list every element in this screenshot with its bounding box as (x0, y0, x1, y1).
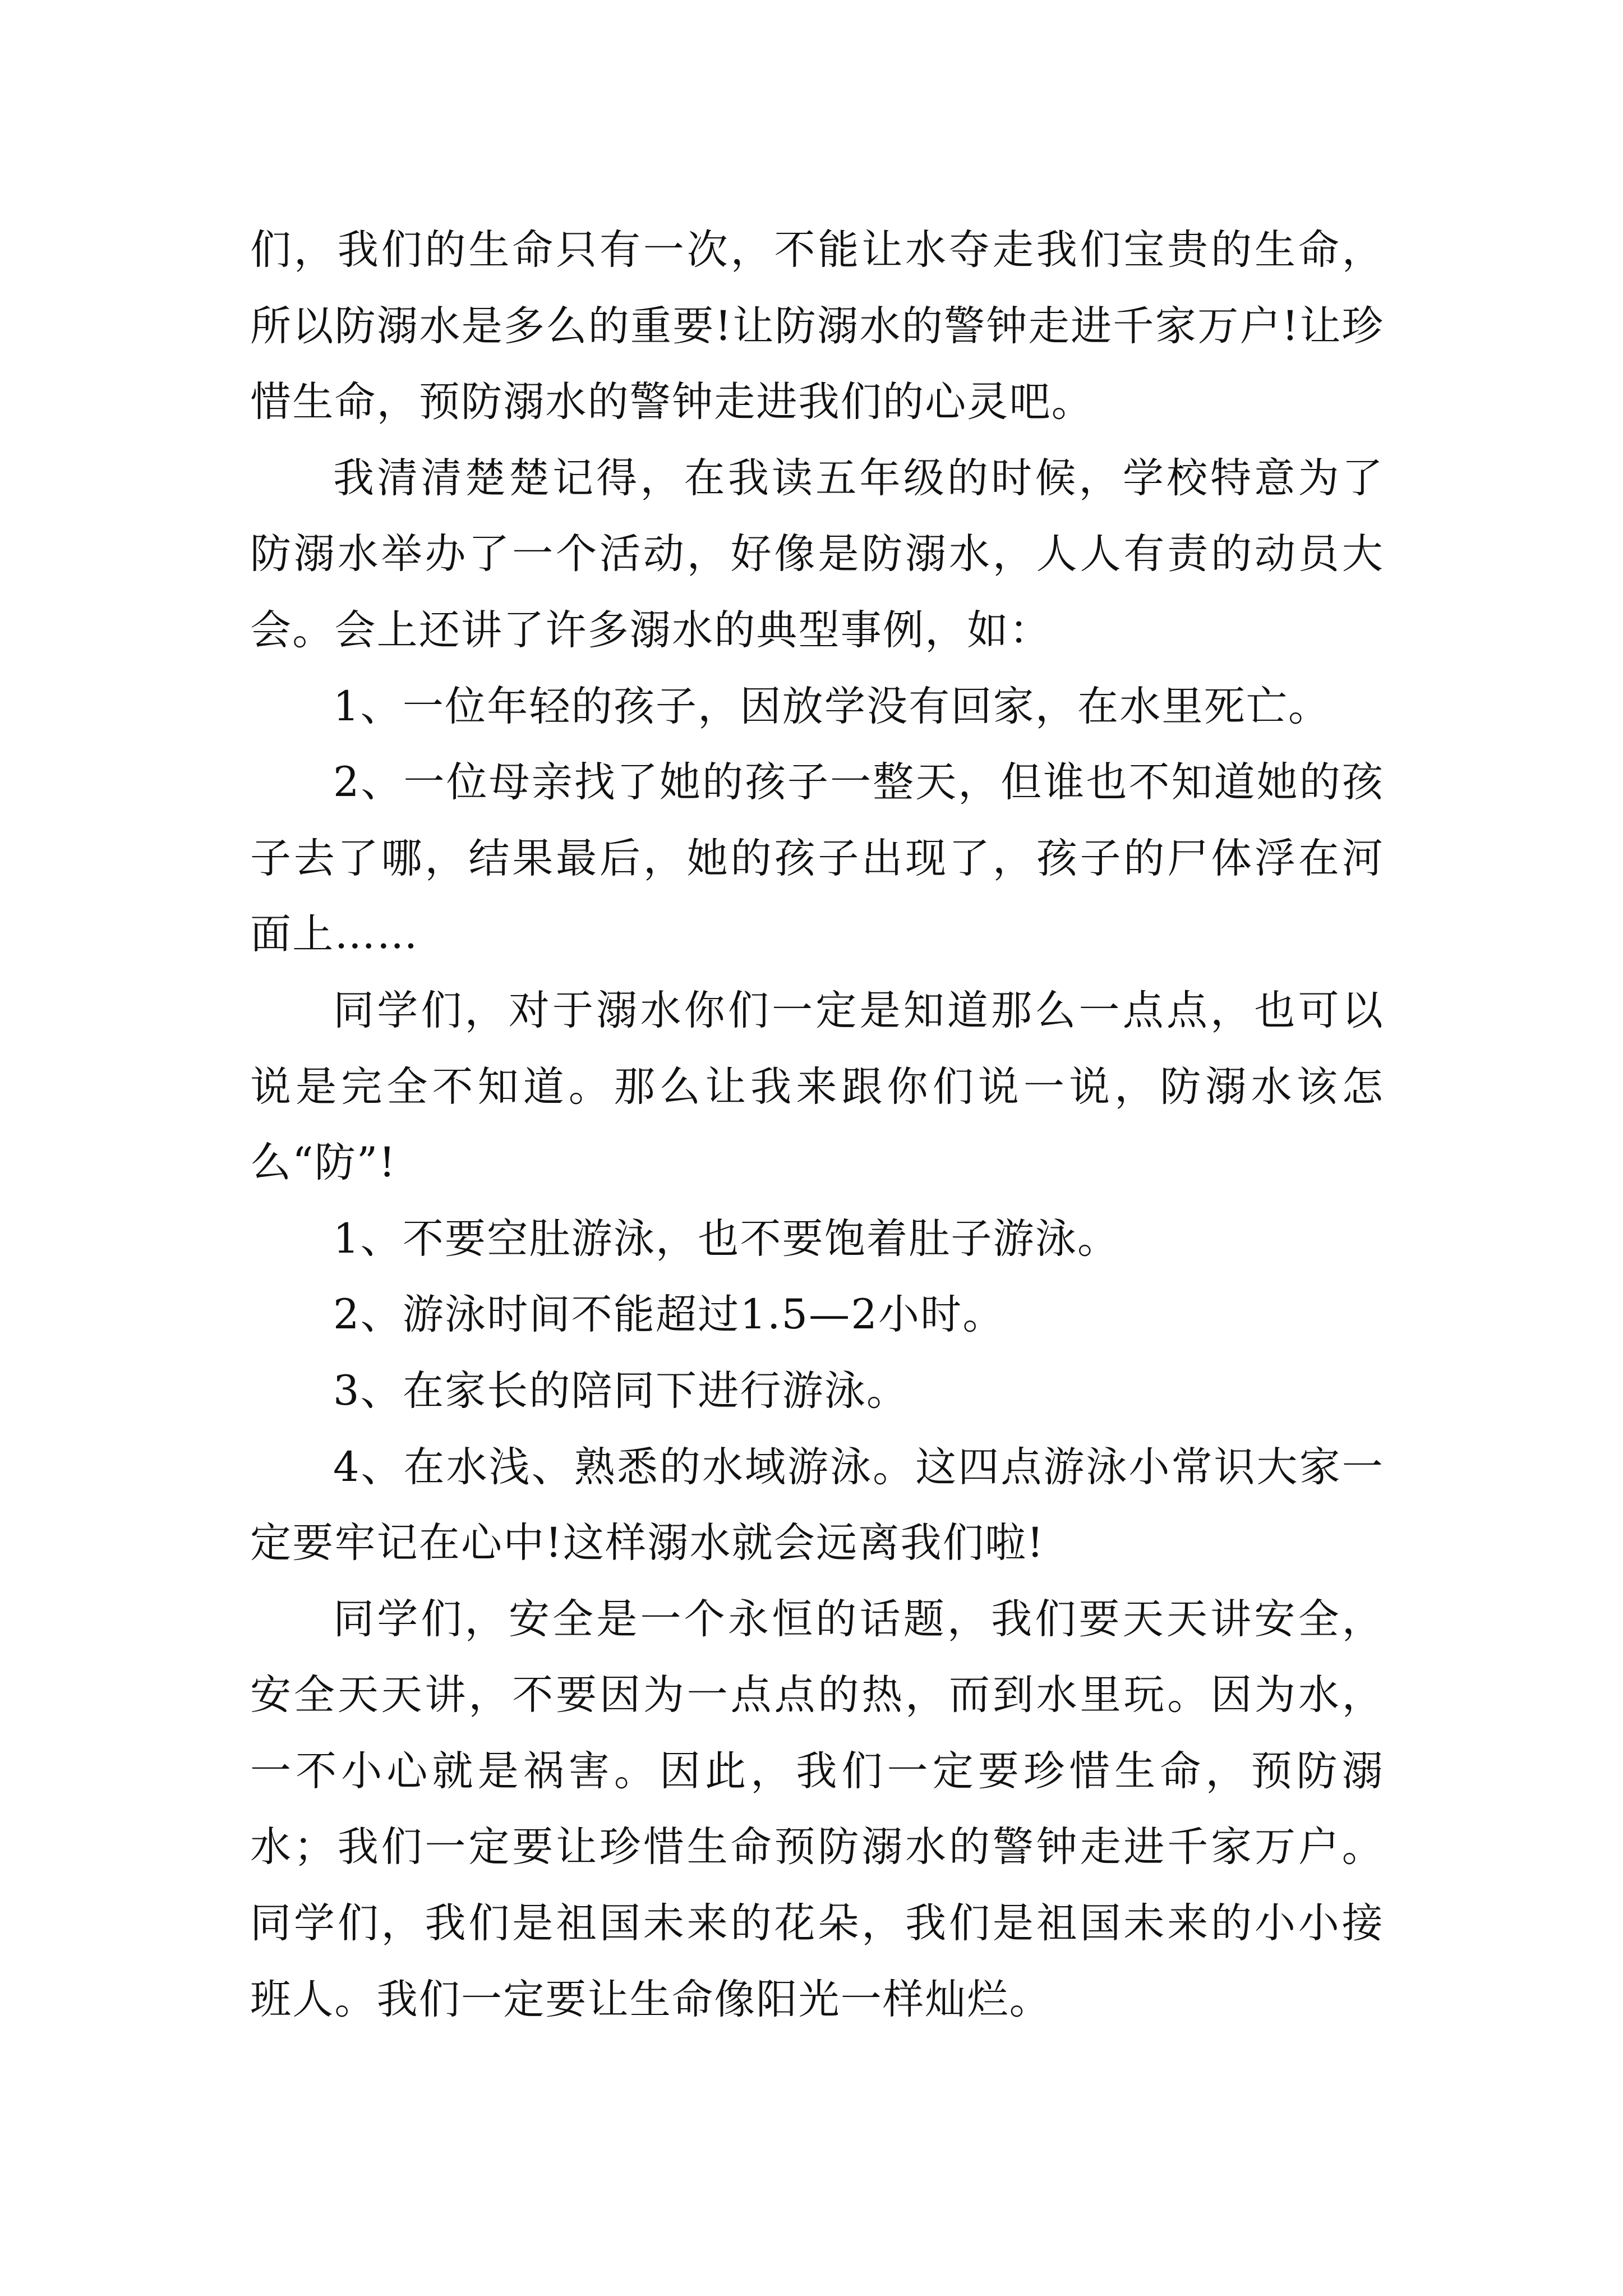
example-item-1: 1、一位年轻的孩子，因放学没有回家，在水里死亡。 (333, 682, 1331, 730)
tip-item-4: 4、在水浅、熟悉的水域游泳。这四点游泳小常识大家一定要牢记在心中!这样溺水就会远离我们啦! (250, 1443, 1384, 1567)
paragraph-conclusion: 同学们，安全是一个永恒的话题，我们要天天讲安全，安全天天讲，不要因为一点点的热，而到水里玩。因为水，一不小心就是祸害。因此，我们一定要珍惜生命，预防溺水；我们一定要让珍惜生命预防溺水的警钟走进千家万户。同学们，我们是祖国未来的花朵，我们是祖国未来的小小接班人。我们一定要让生命像阳光一样灿烂。 (250, 1595, 1384, 2023)
document-body (250, 212, 1384, 2037)
paragraph-how-to-prevent: 同学们，对于溺水你们一定是知道那么一点点，也可以说是完全不知道。那么让我来跟你们说一说，防溺水该怎么“防”! (250, 986, 1384, 1187)
paragraph-continuation: 们，我们的生命只有一次，不能让水夺走我们宝贵的生命，所以防溺水是多么的重要!让防溺水的警钟走进千家万户!让珍惜生命，预防溺水的警钟走进我们的心灵吧。 (250, 226, 1384, 426)
tip-item-1: 1、不要空肚游泳，也不要饱着肚子游泳。 (333, 1214, 1120, 1263)
example-item-2: 2、一位母亲找了她的孩子一整天，但谁也不知道她的孩子去了哪，结果最后，她的孩子出现了，孩子的尸体浮在河面上…… (250, 758, 1384, 959)
tip-item-3: 3、在家长的陪同下进行游泳。 (333, 1366, 909, 1415)
paragraph-school-activity: 我清清楚楚记得，在我读五年级的时候，学校特意为了防溺水举办了一个活动，好像是防溺水，人人有责的动员大会。会上还讲了许多溺水的典型事例，如： (250, 454, 1384, 654)
tip-item-2: 2、游泳时间不能超过1.5—2小时。 (333, 1291, 1005, 1339)
